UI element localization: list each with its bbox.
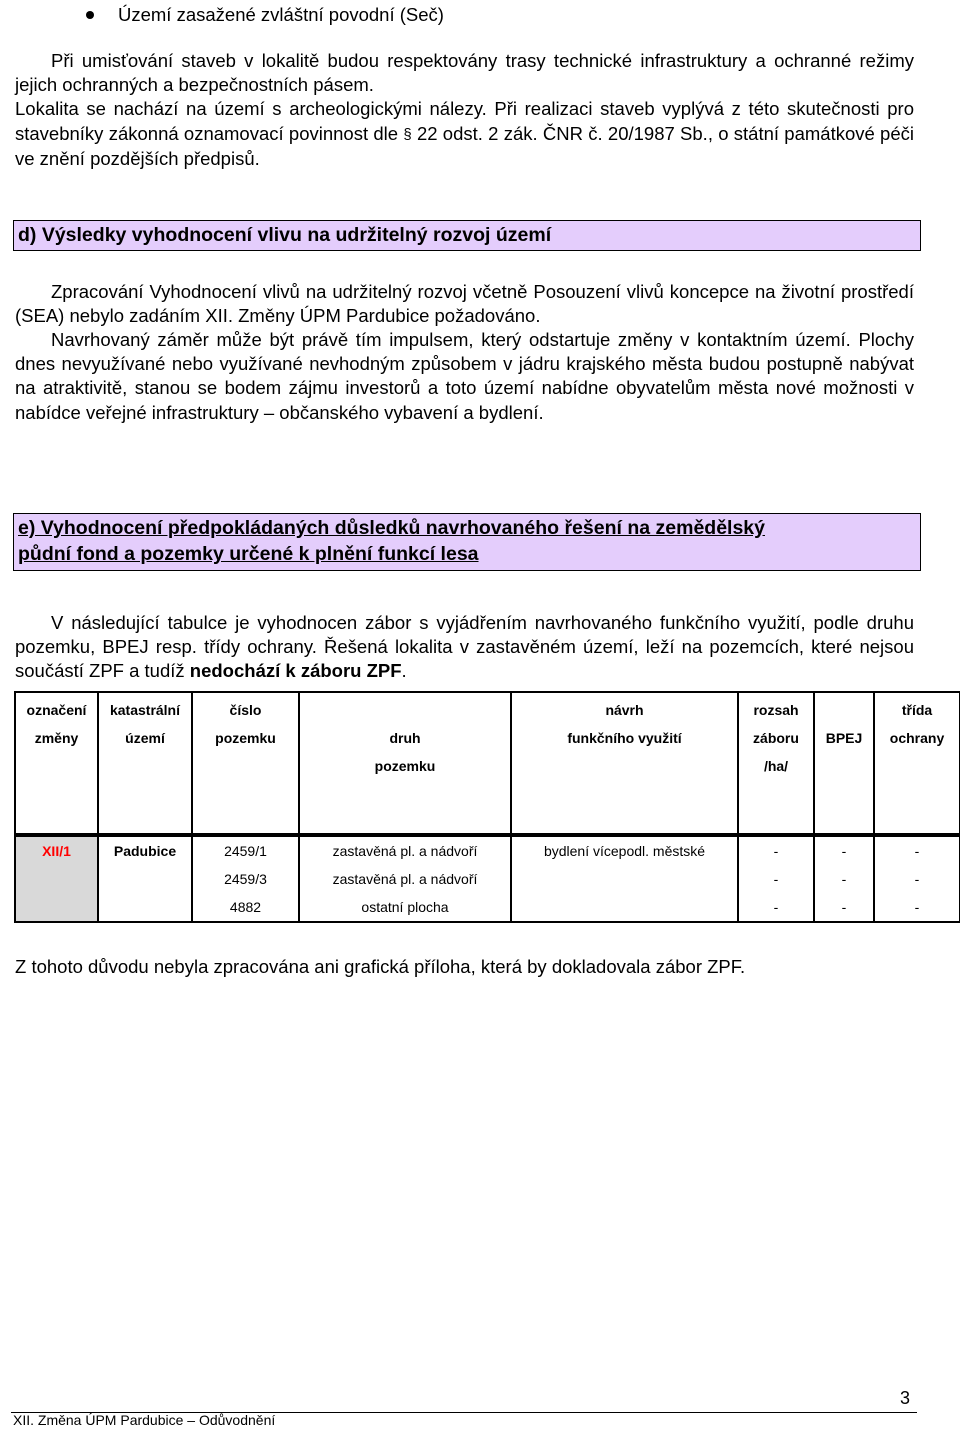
bullet-text: Území zasažené zvláštní povodní (Seč) <box>118 4 444 25</box>
conclusion-text: Z tohoto důvodu nebyla zpracována ani grafická příloha, která by dokladovala zábor ZPF. <box>15 956 746 977</box>
header-bpej: BPEJ <box>814 692 874 834</box>
cell-land-types: zastavěná pl. a nádvoří zastavěná pl. a nádvoří ostatní plocha <box>299 836 511 922</box>
section-e-heading-line1: e) Vyhodnocení předpokládaných důsledků navrhovaného řešení na zemědělský <box>18 517 765 539</box>
intro-line2a: Lokalita se nachází na území s archeologickými nálezy. Při realizaci staveb vyplývá z této skutečnosti pro stavebníky zákonná oznamovací povinnost dle <box>15 98 914 144</box>
header-cadastre: katastrální území <box>98 692 192 834</box>
header-proposal: návrh funkčního využití <box>511 692 738 834</box>
section-d-heading <box>13 220 921 251</box>
header-land-type: druh pozemku <box>299 692 511 834</box>
zpf-table <box>14 691 960 923</box>
cell-parcels: 2459/1 2459/3 4882 <box>192 836 299 922</box>
header-parcel: číslo pozemku <box>192 692 299 834</box>
page-number: 3 <box>900 1388 911 1408</box>
section-d-heading-text: d) Výsledky vyhodnocení vlivu na udržitelný rozvoj území <box>18 224 552 246</box>
bullet-dot <box>86 11 94 19</box>
section-d-paragraph2: Navrhovaný záměr může být právě tím impulsem, který odstartuje změny v kontaktním území. Plochy dnes nevyužívané nebo využívané nevhodným způsobem v jádru krajského města budou postupně nabývat na atraktivitě, stanou se bodem zájmu investorů a toto území nabídne obyvatelům města nové možnosti v nabídce veřejné infrastruktury – občanského vybavení a bydlení. <box>15 329 914 423</box>
section-d-paragraph1: Zpracování Vyhodnocení vlivů na udržitelný rozvoj včetně Posouzení vlivů koncepce na životní prostředí (SEA) nebylo zadáním XII. Změny ÚPM Pardubice požadováno. <box>15 281 914 327</box>
cell-proposal: bydlení vícepodl. městské <box>511 836 738 922</box>
table-header-row <box>15 692 960 834</box>
cell-class: - - - <box>874 836 960 922</box>
header-class: třída ochrany <box>874 692 960 834</box>
section-e-paragraph: V následující tabulce je vyhodnocen zábor s vyjádřením navrhovaného funkčního využití, podle druhu pozemku, BPEJ resp. třídy ochrany. Řešená lokalita v zastavěném území, leží na pozemcích, které nejsou součástí ZPF a tudíž nedochází k záboru ZPF. <box>15 612 914 682</box>
cell-bpej: - - - <box>814 836 874 922</box>
header-area: rozsah záboru /ha/ <box>738 692 814 834</box>
table-row <box>15 836 960 922</box>
intro-line1: Při umisťování staveb v lokalitě budou respektovány trasy technické infrastruktury a ochranné režimy jejich ochranných a bezpečnostních pásem. <box>15 50 914 96</box>
cell-area: - - - <box>738 836 814 922</box>
header-change: označení změny <box>15 692 98 834</box>
section-sign: § <box>403 125 412 143</box>
footer-text: XII. Změna ÚPM Pardubice – Odůvodnění <box>13 1412 276 1428</box>
cell-cadastre: Padubice <box>98 836 192 922</box>
section-e-heading-line2: půdní fond a pozemky určené k plnění funkcí lesa <box>18 543 479 565</box>
no-zpf-claim: nedochází k záboru ZPF <box>189 660 402 682</box>
cell-change: XII/1 <box>15 836 98 922</box>
intro-paragraph <box>15 49 914 171</box>
intro-line2b: 22 odst. 2 zák. ČNR č. 20/1987 Sb., o státní památkové péči ve znění pozdějších předpisů. <box>15 122 914 169</box>
section-e-heading <box>13 513 921 571</box>
